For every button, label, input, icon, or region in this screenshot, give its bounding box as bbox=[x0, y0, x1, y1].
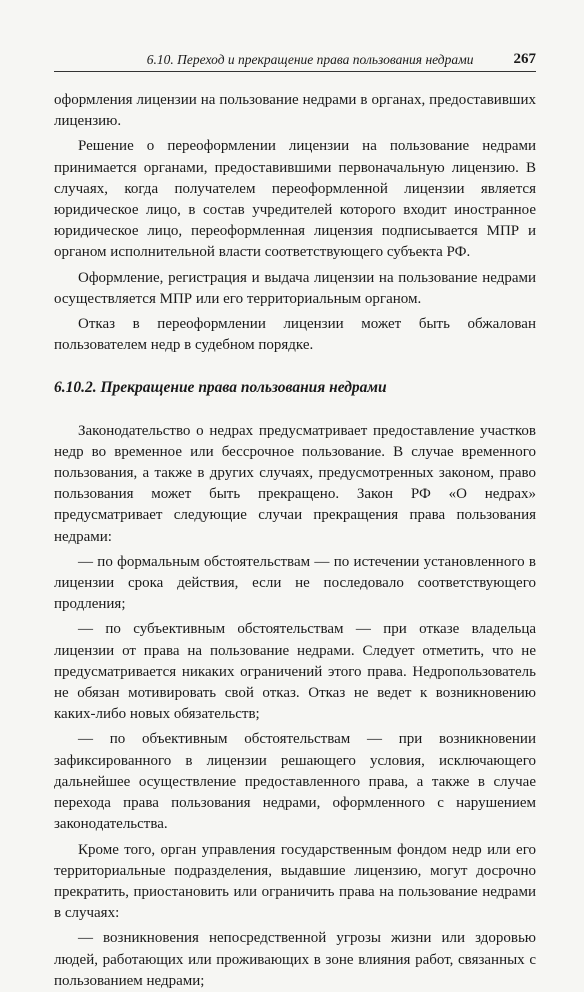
paragraph: оформления лицензии на пользование недрами в органах, предоставивших лицензию. bbox=[54, 92, 536, 130]
running-title: 6.10. Переход и прекращение права пользования недрами bbox=[146, 52, 474, 67]
list-item: — возникновения непосредственной угрозы жизни или здоровью людей, работающих или проживающих в зоне влияния работ, связанных с пользованием недрами; bbox=[54, 930, 536, 989]
paragraph: Законодательство о недрах предусматривает предоставление участков недр во временное или бессрочное пользование. В случае временного пользования, а также в других случаях, предусмотренных законом, право пользования может быть прекращено. Закон РФ «О недрах» предусматривает следующие случаи прекращения права пользования недрами: bbox=[54, 422, 536, 545]
paragraph: Отказ в переоформлении лицензии может быть обжалован пользователем недр в судебном порядке. bbox=[54, 316, 536, 354]
page-number: 267 bbox=[513, 51, 536, 67]
list-item: — по субъективным обстоятельствам — при отказе владельца лицензии от права на пользование недрами. Следует отметить, что не предусматривается никаких ограничений этого права. Недропользователь не обязан мотивировать свой отказ. Отказ не ведет к возникновению каких-либо новых обязательств; bbox=[54, 621, 536, 723]
body-text bbox=[54, 90, 536, 992]
list-item: — по объективным обстоятельствам — при возникновении зафиксированного в лицензии решающего условия, исключающего дальнейшее осуществление предоставленного права, а также в случае перехода права пользования недрами, оформленного с нарушением законодательства. bbox=[54, 731, 536, 833]
section-heading: 6.10.2. Прекращение права пользования недрами bbox=[54, 379, 387, 397]
list-item: — по формальным обстоятельствам — по истечении установленного в лицензии срока действия, если не последовало соответствующего продления; bbox=[54, 553, 536, 613]
paragraph: Кроме того, орган управления государственным фондом недр или его территориальные подразделения, выдавшие лицензию, могут досрочно прекратить, приостановить или ограничить права на пользование недрами в случаях: bbox=[54, 841, 536, 922]
running-head bbox=[54, 48, 536, 72]
paragraph: Решение о переоформлении лицензии на пользование недрами принимается органами, предоставившими первоначальную лицензию. В случаях, когда получателем переоформленной лицензии является юридическое лицо, в состав учредителей которого входит иностранное юридическое лицо, переоформленная лицензия подписывается МПР и органом исполнительной власти соответствующего субъекта РФ. bbox=[54, 138, 536, 261]
paragraph: Оформление, регистрация и выдача лицензии на пользование недрами осуществляется МПР или его территориальным органом. bbox=[54, 269, 536, 307]
